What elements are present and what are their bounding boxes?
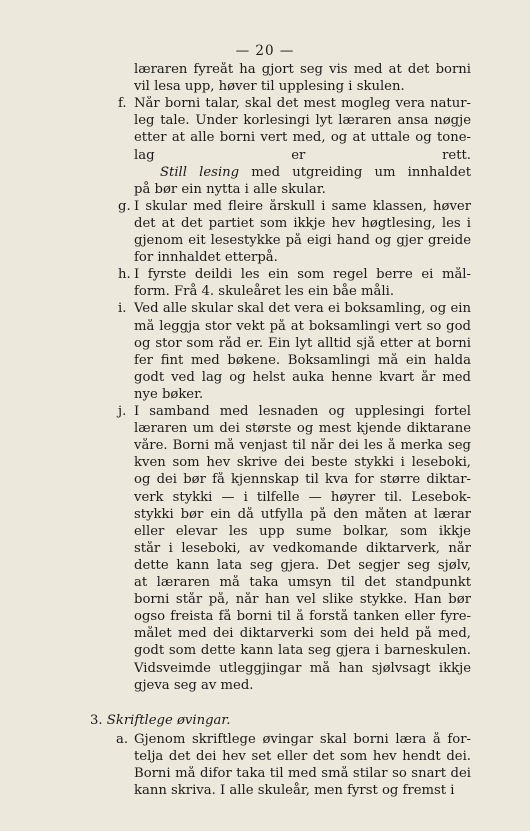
text-segment: for innhaldet etterpå. bbox=[134, 250, 278, 266]
text-line bbox=[134, 678, 254, 694]
text-segment: eller elevar les upp sume bolkar, som ikkje bbox=[134, 523, 471, 539]
text-line bbox=[134, 766, 471, 782]
text-line bbox=[134, 438, 471, 454]
text-line bbox=[134, 301, 471, 317]
section-title: Skriftlege øvingar. bbox=[106, 712, 231, 728]
text-segment: fer fint med bøkene. Boksamlingi må ein halda bbox=[134, 352, 471, 368]
text-line bbox=[134, 455, 471, 471]
text-line bbox=[134, 421, 471, 437]
page-number: — 20 — bbox=[235, 43, 295, 59]
text-line bbox=[134, 661, 471, 677]
text-segment: Gjenom skriftlege øvingar skal borni læra å for- bbox=[134, 731, 471, 747]
text-segment: står i leseboki, av vedkomande diktarverk, når bbox=[134, 540, 471, 556]
italic-text: Still lesing bbox=[160, 164, 240, 180]
text-segment: leg tale. Under korlesingi lyt læraren ansa nøgje bbox=[134, 113, 471, 129]
text-line bbox=[134, 216, 471, 232]
text-line bbox=[134, 353, 471, 369]
text-segment: kann skriva. I alle skuleår, men fyrst og fremst i bbox=[134, 783, 455, 799]
text-segment: våre. Borni må venjast til når dei les å merka seg bbox=[134, 438, 471, 454]
text-line bbox=[134, 783, 455, 799]
text-line bbox=[134, 507, 471, 523]
text-line bbox=[134, 490, 471, 506]
text-segment: med utgreiding um innhaldet bbox=[251, 164, 471, 180]
text-segment: gjenom eit lesestykke på eigi hand og gjer greide bbox=[134, 233, 471, 248]
text-line bbox=[134, 130, 471, 146]
text-line bbox=[134, 643, 471, 659]
item-label: a. bbox=[116, 731, 129, 747]
text-segment: I samband med lesnaden og upplesingi fortel bbox=[134, 404, 471, 419]
text-segment: godt ved lag og helst auka henne kvart år med bbox=[134, 369, 471, 385]
text-segment: stykki bør ein då utfylla på den måten at lærar bbox=[134, 506, 471, 522]
text-segment: etter at alle borni vert med, og at uttale og tone- bbox=[134, 130, 471, 146]
text-segment: Ved alle skular skal det vera ei boksamling, og ein bbox=[134, 301, 471, 317]
text-segment: Vidsveimde utleggjingar må han sjølvsagt ikkje bbox=[134, 660, 471, 676]
text-segment: læraren fyreåt ha gjort seg vis med at det borni bbox=[134, 62, 471, 77]
text-segment: Borni må difor taka til med små stilar so snart dei bbox=[134, 766, 471, 781]
text-segment: lag er rett. bbox=[134, 147, 471, 163]
text-segment: på bør ein nytta i alle skular. bbox=[134, 181, 326, 197]
text-line bbox=[134, 233, 471, 249]
item-label: h. bbox=[118, 267, 131, 283]
text-segment: form. Frå 4. skuleåret les ein båe måli. bbox=[134, 284, 395, 300]
text-line bbox=[134, 148, 471, 164]
item-label: j. bbox=[118, 404, 127, 419]
text-line bbox=[134, 250, 278, 266]
section-heading bbox=[90, 713, 230, 729]
text-segment: og stor som råd er. Ein lyt alltid sjå etter at borni bbox=[134, 335, 471, 351]
item-label: g. bbox=[118, 198, 131, 214]
text-segment: må leggja stor vekt på at boksamlingi vert so god bbox=[134, 318, 471, 334]
text-line bbox=[134, 96, 471, 112]
text-line bbox=[134, 79, 405, 95]
text-segment: Når borni talar, skal det mest mogleg vera natur- bbox=[134, 96, 471, 112]
text-line bbox=[134, 732, 471, 748]
text-segment: målet med dei diktarverki som dei held på med, bbox=[134, 626, 471, 642]
text-line bbox=[134, 319, 471, 335]
text-segment: at læraren må taka umsyn til det standpunkt bbox=[134, 575, 471, 590]
text-segment: det at det partiet som ikkje hev høgtlesing, les i bbox=[134, 215, 471, 231]
text-segment: nye bøker. bbox=[134, 386, 204, 402]
text-segment: ogso freista få borni til å forstå tanken eller fyre- bbox=[134, 609, 471, 625]
text-line bbox=[134, 472, 471, 488]
text-line bbox=[134, 284, 394, 300]
text-line bbox=[134, 609, 471, 625]
text-segment: og dei bør få kjennskap til kva for større diktar- bbox=[134, 472, 471, 488]
text-line bbox=[160, 165, 471, 181]
text-line bbox=[134, 267, 471, 283]
text-segment: borni står på, når han vel slike stykke. Han bør bbox=[134, 592, 471, 608]
text-segment: læraren um dei største og mest kjende diktarane bbox=[134, 421, 471, 437]
text-line bbox=[134, 404, 471, 420]
text-line bbox=[134, 387, 203, 403]
text-line bbox=[134, 113, 471, 129]
text-segment: verk stykki — i tilfelle — høyrer til. Lesebok- bbox=[134, 489, 471, 505]
text-line bbox=[134, 336, 471, 352]
text-line bbox=[134, 524, 471, 540]
text-line bbox=[134, 62, 471, 78]
text-line bbox=[134, 370, 471, 386]
text-segment: dette kann lata seg gjera. Det segjer seg sjølv, bbox=[134, 557, 471, 573]
text-line bbox=[134, 626, 471, 642]
section-number: 3. bbox=[90, 712, 103, 728]
text-line bbox=[134, 575, 471, 591]
text-line bbox=[134, 749, 471, 765]
text-line bbox=[134, 592, 471, 608]
text-segment: godt som dette kann lata seg gjera i barneskulen. bbox=[134, 643, 471, 659]
text-line bbox=[134, 541, 471, 557]
text-segment: gjeva seg av med. bbox=[134, 677, 254, 693]
text-segment: telja det dei hev set eller det som hev hendt dei. bbox=[134, 748, 471, 764]
text-segment: I skular med fleire årskull i same klassen, høver bbox=[134, 198, 471, 214]
text-line bbox=[134, 182, 326, 198]
text-segment: kven som hev skrive dei beste stykki i leseboki, bbox=[134, 455, 471, 471]
text-line bbox=[134, 558, 471, 574]
item-label: f. bbox=[118, 96, 127, 112]
text-segment: vil lesa upp, høver til upplesing i skulen. bbox=[134, 79, 405, 95]
text-segment: I fyrste deildi les ein som regel berre ei mål- bbox=[134, 267, 471, 283]
text-line bbox=[134, 199, 471, 215]
item-label: i. bbox=[118, 301, 127, 317]
